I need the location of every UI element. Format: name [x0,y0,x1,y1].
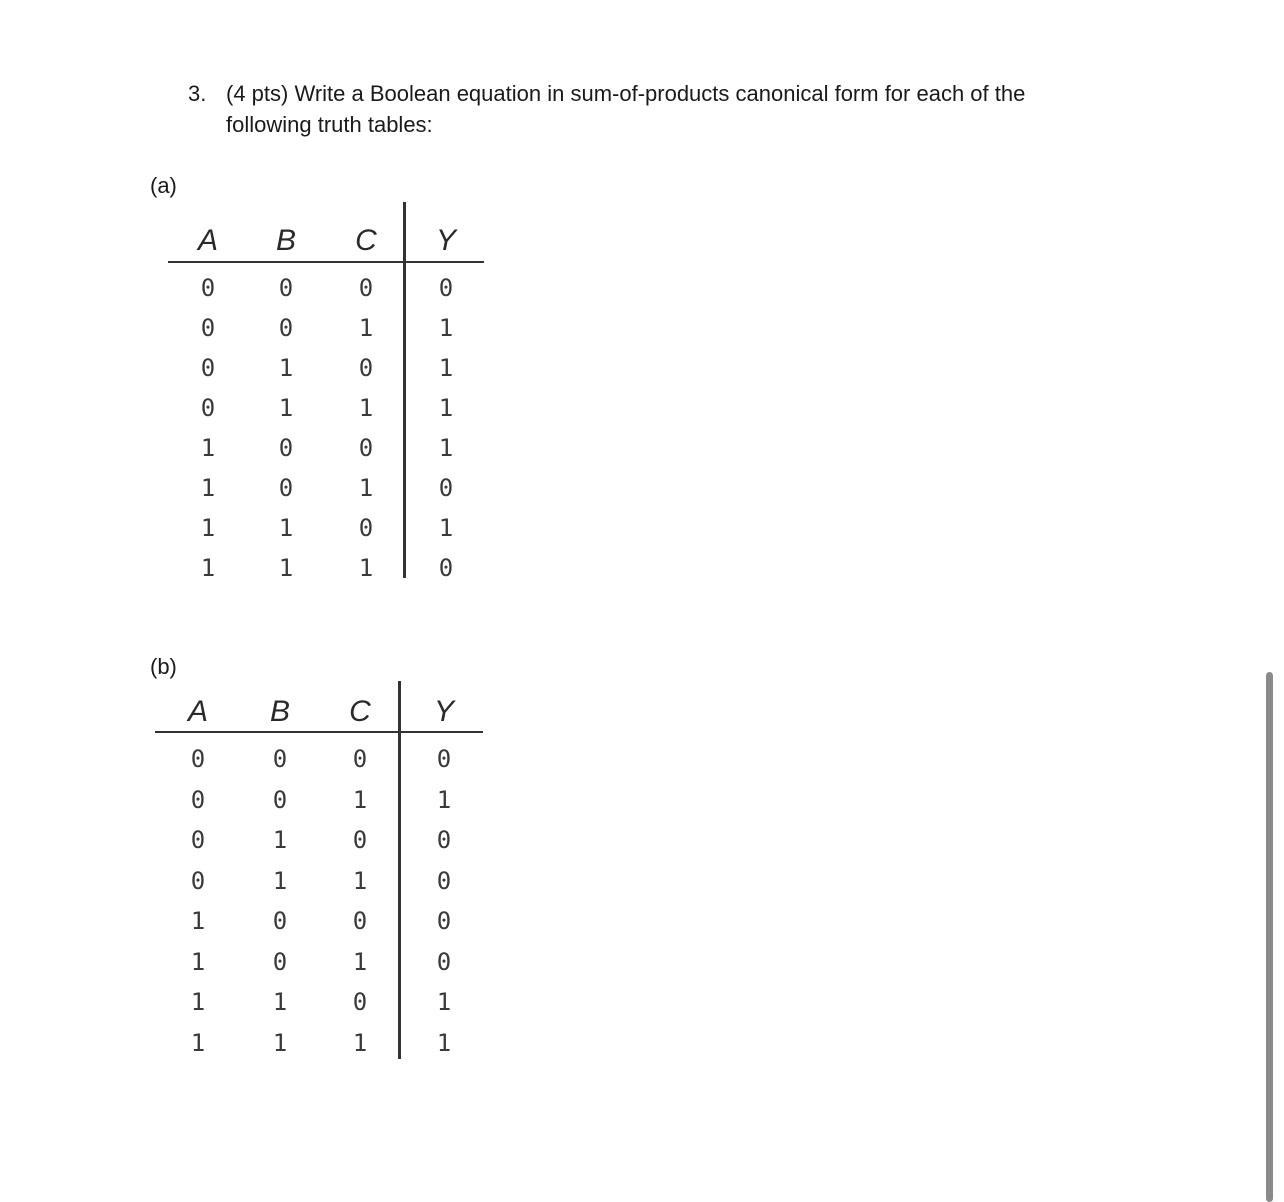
table-a-cell-r4-c: 0 [358,434,374,462]
table-a-cell-r5-y: 0 [438,474,454,502]
table-b-cell-r0-b: 0 [272,745,288,773]
table-a-cell-r2-b: 1 [278,354,294,382]
table-a-cell-r4-a: 1 [200,434,216,462]
table-b-cell-r6-c: 0 [352,988,368,1016]
table-a-output-divider [403,202,406,578]
table-a-cell-r7-y: 0 [438,554,454,582]
table-b-cell-r3-c: 1 [352,866,368,895]
table-b-cell-r3-a: 0 [190,866,206,895]
table-b-cell-r3-b: 1 [272,866,288,895]
table-a-cell-r0-a: 0 [200,274,216,302]
table-a-header-c: C [355,224,377,257]
table-a-cell-r0-b: 0 [278,274,294,302]
table-b-cell-r7-c: 1 [352,1028,368,1057]
table-b-header-c: C [349,695,371,728]
table-a-cell-r5-c: 1 [358,474,374,502]
table-b-cell-r5-a: 1 [190,947,206,976]
table-a-cell-r1-a: 0 [200,314,216,342]
question-text-line-1: (4 pts) Write a Boolean equation in sum-of-products canonical form for each of the [226,81,1026,106]
table-b-header-a: A [187,695,208,728]
table-a-header-y: Y [435,224,456,257]
table-a-cell-r0-y: 0 [438,274,454,302]
table-a-header-b: B [275,224,296,257]
table-b-cell-r7-b: 1 [272,1028,288,1057]
table-b-cell-r6-b: 1 [272,988,288,1016]
table-a-cell-r2-y: 1 [438,354,454,382]
table-b-cell-r0-y: 0 [436,745,452,773]
table-b-cell-r0-a: 0 [190,745,206,773]
question-text [226,78,1126,140]
table-a-cell-r7-c: 1 [358,554,374,582]
table-b-cell-r2-a: 0 [190,826,206,854]
table-b-cell-r7-a: 1 [190,1028,206,1057]
vertical-scrollbar[interactable] [1266,672,1273,1202]
table-b-output-divider [398,681,401,1059]
table-a-cell-r2-a: 0 [200,354,216,382]
part-a-label: (a) [150,173,177,198]
part-b-label: (b) [150,654,177,679]
table-b-cell-r0-c: 0 [352,745,368,773]
table-a-cell-r6-c: 0 [358,514,374,542]
question-text-line-2: following truth tables: [226,112,433,137]
table-b-header-b: B [269,695,290,728]
table-b-cell-r4-a: 1 [190,907,206,935]
table-a-cell-r3-b: 1 [278,394,294,422]
table-b-header-rule [155,731,483,733]
table-a-cell-r6-b: 1 [278,514,294,542]
table-a-header-rule [168,261,484,263]
table-b-header-y: Y [433,695,454,728]
table-a-cell-r6-a: 1 [200,514,216,542]
table-a-cell-r1-b: 0 [278,314,294,342]
table-b-cell-r4-b: 0 [272,907,288,935]
table-a-cell-r4-b: 0 [278,434,294,462]
table-a-cell-r3-y: 1 [438,394,454,422]
table-b-cell-r1-c: 1 [352,785,368,814]
table-b-cell-r6-y: 1 [436,988,452,1016]
table-a-cell-r7-b: 1 [278,554,294,582]
table-a-cell-r2-c: 0 [358,354,374,382]
table-b-cell-r5-b: 0 [272,947,288,976]
table-a-cell-r7-a: 1 [200,554,216,582]
table-a-cell-r1-y: 1 [438,314,454,342]
table-b-cell-r1-y: 1 [436,785,452,814]
table-b-cell-r4-y: 0 [436,907,452,935]
table-b-cell-r1-b: 0 [272,785,288,814]
table-b-cell-r4-c: 0 [352,907,368,935]
table-a-cell-r1-c: 1 [358,314,374,342]
table-b-cell-r5-c: 1 [352,947,368,976]
table-a-cell-r3-c: 1 [358,394,374,422]
table-a-cell-r3-a: 0 [200,394,216,422]
table-a-cell-r4-y: 1 [438,434,454,462]
table-b-cell-r5-y: 0 [436,947,452,976]
question-number: 3. [188,81,207,106]
table-a-cell-r5-a: 1 [200,474,216,502]
table-b-cell-r6-a: 1 [190,988,206,1016]
table-b-cell-r1-a: 0 [190,785,206,814]
table-b-cell-r2-y: 0 [436,826,452,854]
table-b-cell-r2-b: 1 [272,826,288,854]
table-a-cell-r5-b: 0 [278,474,294,502]
table-a-header-a: A [197,224,218,257]
table-b-cell-r7-y: 1 [436,1028,452,1057]
table-b-cell-r2-c: 0 [352,826,368,854]
table-a-cell-r6-y: 1 [438,514,454,542]
table-b-cell-r3-y: 0 [436,866,452,895]
table-a-cell-r0-c: 0 [358,274,374,302]
